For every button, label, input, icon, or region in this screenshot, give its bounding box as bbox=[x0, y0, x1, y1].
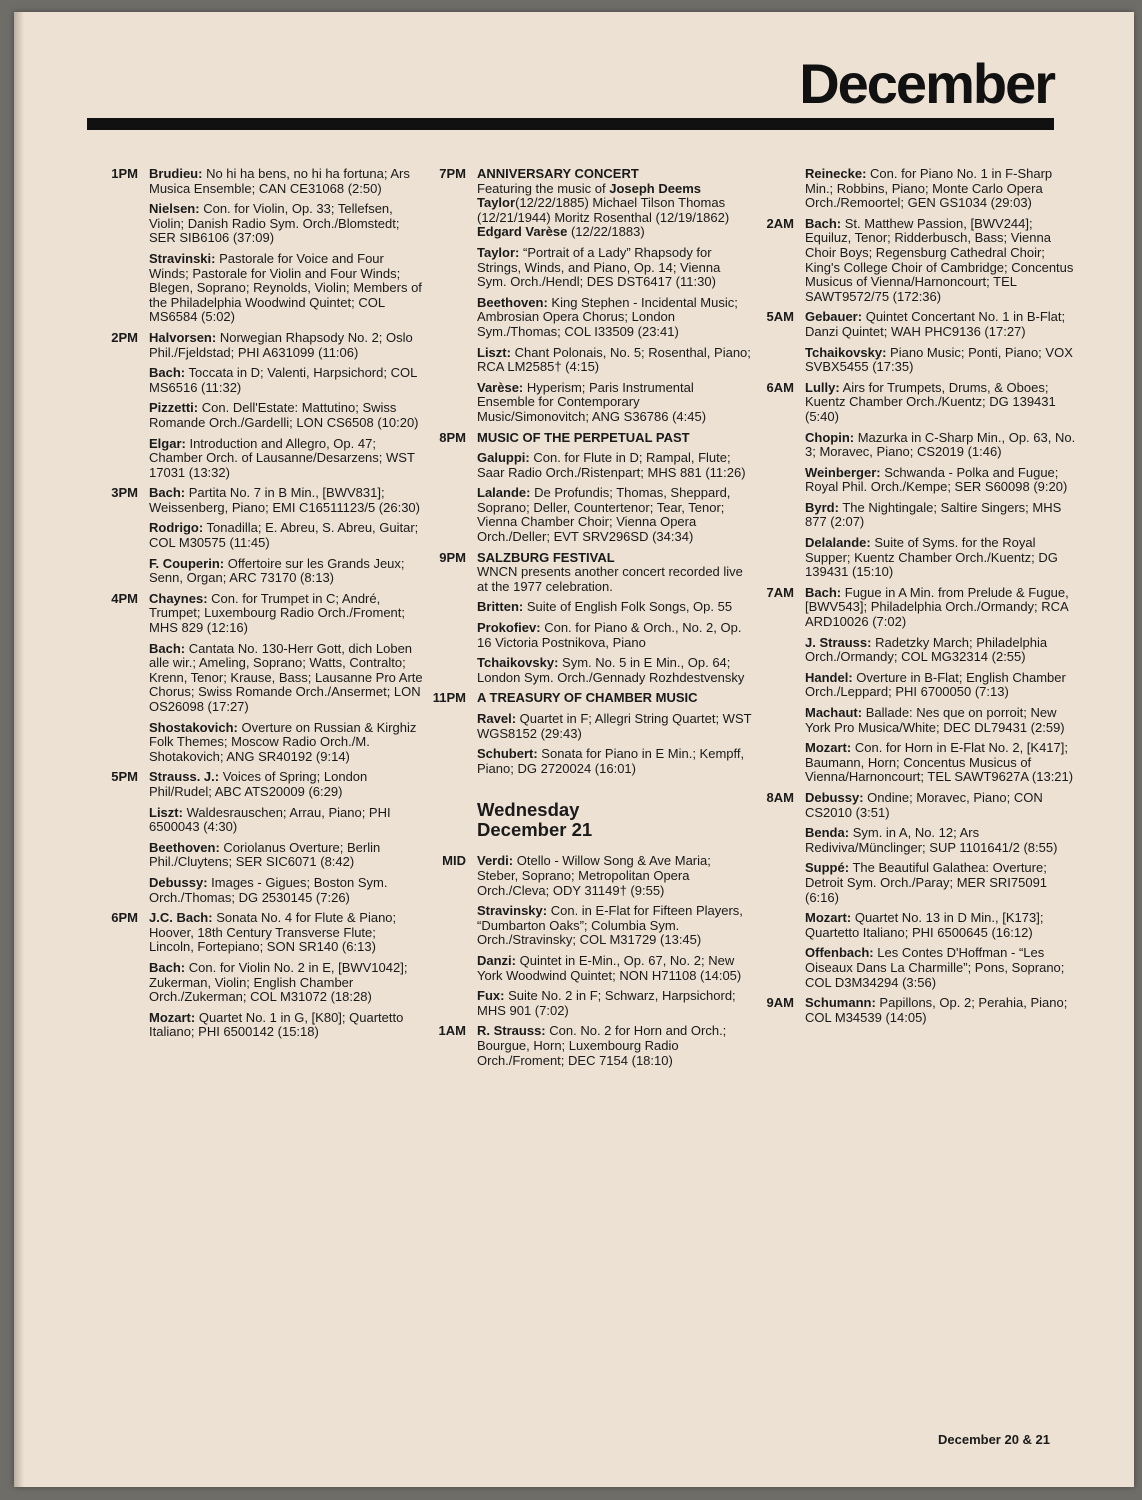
program-entry bbox=[149, 202, 424, 246]
program-details: Mazurka in C-Sharp Min., Op. 63, No. 3; Moravec, Piano; CS2019 (1:46) bbox=[805, 429, 1076, 460]
composer-name: Liszt: bbox=[477, 344, 511, 360]
time-slot-entries bbox=[477, 1024, 752, 1074]
time-label: 11PM bbox=[432, 690, 466, 706]
time-slot-entries bbox=[805, 381, 1080, 586]
composer-name: Chopin: bbox=[805, 429, 855, 445]
program-entry bbox=[477, 854, 752, 898]
time-slot bbox=[94, 486, 424, 592]
program-entry bbox=[805, 466, 1080, 495]
program-details: Quartet No. 1 in G, [K80]; Quartetto Italiano; PHI 6500142 (15:18) bbox=[149, 1009, 404, 1040]
time-slot bbox=[94, 911, 424, 1046]
composer-name: Benda: bbox=[805, 825, 850, 841]
program-details: Toccata in D; Valenti, Harpsichord; COL MS6516 (11:32) bbox=[149, 365, 417, 395]
program-details: Papillons, Op. 2; Perahia, Piano; COL M34539 (14:05) bbox=[805, 995, 1068, 1025]
program-details: Quartet No. 13 in D Min., [K173]; Quartetto Italiano; PHI 6500645 (16:12) bbox=[805, 910, 1044, 940]
program-heading: A TREASURY OF CHAMBER MUSIC bbox=[477, 690, 698, 706]
program-details: Introduction and Allegro, Op. 47; Chamber Orch. of Lausanne/Desarzens; WST 17031 (13:32) bbox=[149, 435, 415, 480]
program-entry bbox=[805, 636, 1080, 665]
time-slot bbox=[750, 310, 1080, 380]
program-details: Con. for Violin, Op. 33; Tellefsen, Violin; Danish Radio Sym. Orch./Blomstedt; SER SIB6106 (37:09) bbox=[149, 201, 400, 246]
composer-name: Taylor: bbox=[477, 244, 520, 260]
time-label: 5PM bbox=[111, 769, 138, 785]
binding-gutter bbox=[14, 12, 24, 1487]
time-slot bbox=[750, 996, 1080, 1031]
program-details: Suite No. 2 in F; Schwarz, Harpsichord; MHS 901 (7:02) bbox=[477, 988, 736, 1018]
day-heading-line: Wednesday bbox=[477, 799, 580, 821]
composer-name: Reinecke: bbox=[805, 166, 867, 181]
program-details: Pastorale for Voice and Four Winds; Pastorale for Violin and Four Winds; Blegen, Soprano; Reynolds, Violin; Members of the Philadelphia Woodwind Quintet; COL MS6584 (5:02) bbox=[149, 250, 422, 325]
program-entry bbox=[477, 167, 752, 240]
time-slot bbox=[422, 854, 752, 1024]
composer-name: Pizzetti: bbox=[149, 400, 199, 416]
program-details: Con. for Trumpet in C; André, Trumpet; Luxembourg Radio Orch./Froment; MHS 829 (12:16) bbox=[149, 590, 406, 636]
page-title: December bbox=[799, 52, 1054, 115]
program-details: Waldesrauschen; Arrau, Piano; PHI 6500043 (4:30) bbox=[149, 804, 391, 835]
time-slot-entries bbox=[805, 996, 1080, 1031]
program-details: Overture on Russian & Kirghiz Folk Themes; Moscow Radio Orch./M. Shotakovich; ANG SR40192 (9:14) bbox=[149, 719, 417, 764]
composer-name: F. Couperin: bbox=[149, 555, 225, 571]
program-details: Con. for Piano & Orch., No. 2, Op. 16 Victoria Postnikova, Piano bbox=[477, 620, 742, 650]
time-slot bbox=[750, 167, 1080, 217]
time-slot-entries bbox=[149, 770, 424, 911]
composer-name: Shostakovich: bbox=[149, 719, 238, 735]
program-entry bbox=[477, 296, 752, 340]
program-entry bbox=[805, 586, 1080, 630]
composer-name: Galuppi: bbox=[477, 450, 530, 466]
program-entry bbox=[477, 346, 752, 375]
composer-name: Bach: bbox=[805, 584, 842, 600]
time-label: 8PM bbox=[439, 429, 466, 445]
program-entry bbox=[805, 826, 1080, 855]
program-details: Cantata No. 130-Herr Gott, dich Loben alle wir.; Ameling, Soprano; Watts, Contralto; Krenn, Tenor; Krause, Bass; Lausanne Pro Arte Chorus; Swiss Romande Orch./Ansermet; LON OS26098 (17:27) bbox=[149, 640, 423, 714]
program-details: Coriolanus Overture; Berlin Phil./Cluytens; SER SIC6071 (8:42) bbox=[149, 839, 381, 870]
time-slot bbox=[94, 592, 424, 771]
program-details: Con. for Horn in E-Flat No. 2, [K417]; Baumann, Horn; Concentus Musicus of Vienna/Harnoncourt; TEL SAWT9627A (13:21) bbox=[805, 740, 1074, 785]
page-footer: December 20 & 21 bbox=[937, 1432, 1050, 1447]
composer-name: Tchaikovsky: bbox=[477, 655, 559, 671]
program-entry bbox=[477, 246, 752, 290]
program-heading: ANNIVERSARY CONCERT bbox=[477, 166, 639, 181]
program-entry bbox=[477, 600, 752, 615]
program-details: Con. for Piano No. 1 in F-Sharp Min.; Robbins, Piano; Monte Carlo Opera Orch./Remoortel; GEN GS1034 (29:03) bbox=[805, 166, 1053, 211]
program-entry bbox=[149, 521, 424, 550]
composer-name: Chaynes: bbox=[149, 590, 208, 606]
time-slot-entries bbox=[477, 854, 752, 1024]
composer-name: Handel: bbox=[805, 669, 853, 685]
composer-name: Offenbach: bbox=[805, 945, 874, 961]
time-slot bbox=[750, 217, 1080, 311]
program-entry bbox=[149, 876, 424, 905]
program-text: Featuring the music of bbox=[477, 180, 610, 196]
program-details: The Beautiful Galathea: Overture; Detroit Sym. Orch./Paray; MER SRI75091 (6:16) bbox=[805, 860, 1048, 905]
program-entry bbox=[477, 1024, 752, 1068]
composer-name: Beethoven: bbox=[149, 839, 220, 855]
composer-name: Lully: bbox=[805, 379, 840, 395]
program-entry bbox=[805, 911, 1080, 940]
composer-name: Stravinski: bbox=[149, 250, 216, 266]
program-entry bbox=[805, 791, 1080, 820]
program-entry bbox=[149, 557, 424, 586]
program-entry bbox=[149, 252, 424, 325]
composer-name: Debussy: bbox=[805, 789, 864, 805]
program-details: Sym. No. 5 in E Min., Op. 64; London Sym. Orch./Gennady Rozhdestvensky bbox=[477, 655, 745, 685]
time-slot bbox=[750, 791, 1080, 996]
program-details: Suite of English Folk Songs, Op. 55 bbox=[526, 599, 733, 615]
composer-name: Machaut: bbox=[805, 705, 863, 720]
composer-name: Bach: bbox=[149, 959, 186, 975]
program-entry bbox=[149, 401, 424, 430]
program-entry bbox=[149, 331, 424, 360]
time-label: 3PM bbox=[111, 485, 138, 501]
time-label: 7PM bbox=[439, 166, 466, 181]
time-slot bbox=[94, 331, 424, 486]
program-heading: SALZBURG FESTIVAL bbox=[477, 549, 615, 565]
program-details: Ballade: Nes que on porroit; New York Pro Musica/White; DEC DL79431 (2:59) bbox=[805, 705, 1065, 735]
program-entry bbox=[149, 806, 424, 835]
composer-name: Britten: bbox=[477, 599, 524, 615]
composer-name: Schumann: bbox=[805, 995, 876, 1011]
composer-name: J.C. Bach: bbox=[149, 910, 213, 926]
program-entry bbox=[149, 721, 424, 765]
time-label: 2AM bbox=[766, 215, 794, 231]
composer-name: Mozart: bbox=[805, 910, 852, 926]
program-entry bbox=[149, 770, 424, 799]
program-details: Quintet in E-Min., Op. 67, No. 2; New York Woodwind Quintet; NON H71108 (14:05) bbox=[477, 952, 742, 983]
time-slot bbox=[422, 1024, 752, 1074]
program-entry bbox=[149, 167, 424, 196]
time-label: 1PM bbox=[111, 166, 138, 181]
time-slot bbox=[422, 431, 752, 551]
composer-name: Strauss. J.: bbox=[149, 769, 220, 785]
program-entry bbox=[477, 904, 752, 948]
program-details: Con. in E-Flat for Fifteen Players, “Dumbarton Oaks”; Columbia Sym. Orch./Stravinsky; COL M31729 (13:45) bbox=[477, 903, 743, 948]
time-slot-entries bbox=[805, 791, 1080, 996]
program-details: Images - Gigues; Boston Sym. Orch./Thomas; DG 2530145 (7:26) bbox=[149, 874, 388, 905]
time-label: 9PM bbox=[439, 549, 466, 565]
program-entry bbox=[805, 861, 1080, 905]
composer-name: Gebauer: bbox=[805, 309, 863, 325]
composer-name: Elgar: bbox=[149, 435, 186, 451]
program-details: Schwanda - Polka and Fugue; Royal Phil. Orch./Kempe; SER S60098 (9:20) bbox=[805, 464, 1068, 495]
program-entry bbox=[805, 501, 1080, 530]
program-details: Airs for Trumpets, Drums, & Oboes; Kuentz Chamber Orch./Kuentz; DG 139431 (5:40) bbox=[805, 379, 1056, 424]
time-label: 8AM bbox=[766, 789, 794, 805]
time-label: 2PM bbox=[111, 329, 138, 345]
program-details: St. Matthew Passion, [BWV244]; Equiluz, Tenor; Ridderbusch, Bass; Vienna Choir Boys; Regensburg Cathedral Choir; King's College Choir of Cambridge; Concentus Musicus of Vienna/Harnoncourt; TEL SAWT9572/75 (172:36) bbox=[805, 215, 1074, 304]
composer-name: Prokofiev: bbox=[477, 620, 541, 636]
time-label: 7AM bbox=[766, 584, 794, 600]
program-details: Piano Music; Ponti, Piano; VOX SVBX5455 (17:35) bbox=[805, 344, 1073, 375]
program-details: Con. for Violin No. 2 in E, [BWV1042]; Zukerman, Violin; English Chamber Orch./Zukerman; COL M31072 (18:28) bbox=[149, 959, 408, 1005]
program-entry bbox=[477, 551, 752, 595]
composer-name: Liszt: bbox=[149, 804, 183, 820]
time-label: 9AM bbox=[766, 995, 794, 1011]
composer-name: Ravel: bbox=[477, 711, 517, 726]
composer-name: Nielsen: bbox=[149, 201, 200, 217]
composer-name: Brudieu: bbox=[149, 166, 203, 181]
composer-name: Beethoven: bbox=[477, 294, 548, 310]
composer-name: Schubert: bbox=[477, 746, 538, 762]
time-label: 4PM bbox=[111, 590, 138, 606]
time-slot-entries bbox=[805, 310, 1080, 380]
program-entry bbox=[477, 989, 752, 1018]
program-details: Sonata for Piano in E Min.; Kempff, Piano; DG 2720024 (16:01) bbox=[477, 746, 745, 776]
time-slot-entries bbox=[477, 551, 752, 692]
time-slot bbox=[750, 381, 1080, 586]
program-entry bbox=[805, 536, 1080, 580]
program-entry bbox=[805, 381, 1080, 425]
program-details: King Stephen - Incidental Music; Ambrosian Opera Chorus; London Sym./Thomas; COL I33509 (23:41) bbox=[477, 294, 738, 339]
composer-name: Bach: bbox=[149, 365, 186, 381]
program-entry bbox=[477, 656, 752, 685]
program-details: “Portrait of a Lady” Rhapsody for Strings, Winds, and Piano, Op. 14; Vienna Sym. Orch./Hendl; DES DST6417 (11:30) bbox=[477, 244, 721, 290]
program-entry bbox=[477, 621, 752, 650]
program-entry bbox=[477, 954, 752, 983]
composer-name: Bach: bbox=[149, 485, 186, 501]
program-entry bbox=[805, 167, 1080, 211]
program-details: Radetzky March; Philadelphia Orch./Ormandy; COL MG32314 (2:55) bbox=[805, 634, 1048, 665]
program-details: Suite of Syms. for the Royal Supper; Kuentz Chamber Orch./Kuentz; DG 139431 (15:10) bbox=[805, 535, 1058, 580]
program-details: Sonata No. 4 for Flute & Piano; Hoover, 18th Century Transverse Flute; Lincoln, Fortepiano; SON SR140 (6:13) bbox=[149, 910, 397, 955]
composer-name: Rodrigo: bbox=[149, 520, 204, 536]
time-label: MID bbox=[442, 853, 466, 869]
magazine-page bbox=[14, 12, 1134, 1487]
time-slot bbox=[94, 167, 424, 331]
composer-name: Stravinsky: bbox=[477, 903, 548, 919]
program-details: Con. Dell'Estate: Mattutino; Swiss Romande Orch./Gardelli; LON CS6508 (10:20) bbox=[149, 400, 419, 430]
composer-name: Verdi: bbox=[477, 853, 514, 869]
program-details: No hi ha bens, no hi ha fortuna; Ars Musica Ensemble; CAN CE31068 (2:50) bbox=[149, 166, 410, 196]
time-slot-entries bbox=[477, 431, 752, 551]
program-text: (12/22/1885) Michael Tilson Thomas (12/21/1944) Moritz Rosenthal (12/19/1862) bbox=[477, 195, 730, 225]
time-label: 6PM bbox=[111, 910, 138, 926]
composer-name: Weinberger: bbox=[805, 464, 881, 480]
program-entry bbox=[805, 217, 1080, 305]
time-slot-entries bbox=[149, 592, 424, 771]
schedule-column-1 bbox=[94, 167, 424, 1046]
program-entry bbox=[149, 642, 424, 715]
time-slot-entries bbox=[477, 691, 752, 782]
composer-name: Danzi: bbox=[477, 952, 516, 968]
day-heading-line: December 21 bbox=[477, 819, 593, 841]
program-entry bbox=[149, 486, 424, 515]
composer-name: Byrd: bbox=[805, 499, 839, 515]
program-entry bbox=[477, 486, 752, 544]
program-details: Quintet Concertant No. 1 in B-Flat; Danzi Quintet; WAH PHC9136 (17:27) bbox=[805, 309, 1066, 339]
program-details: Partita No. 7 in B Min., [BWV831]; Weissenberg, Piano; EMI C16511123/5 (26:30) bbox=[149, 485, 420, 515]
program-entry bbox=[149, 592, 424, 636]
program-entry bbox=[477, 712, 752, 741]
composer-name: Halvorsen: bbox=[149, 329, 217, 345]
composer-name: Bach: bbox=[149, 640, 186, 656]
program-entry bbox=[149, 366, 424, 395]
composer-name: Mozart: bbox=[805, 740, 852, 756]
header-rule bbox=[87, 118, 1054, 130]
program-entry bbox=[149, 841, 424, 870]
program-entry bbox=[477, 381, 752, 425]
program-entry bbox=[805, 741, 1080, 785]
time-slot-entries bbox=[805, 217, 1080, 311]
program-details: Con. for Flute in D; Rampal, Flute; Saar Radio Orch./Ristenpart; MHS 881 (11:26) bbox=[477, 450, 746, 480]
composer-name: Varèse: bbox=[477, 379, 524, 395]
program-details: Norwegian Rhapsody No. 2; Oslo Phil./Fjeldstad; PHI A631099 (11:06) bbox=[149, 329, 413, 360]
featured-name: Edgard Varèse bbox=[477, 224, 568, 240]
time-label: 6AM bbox=[766, 379, 794, 395]
program-entry bbox=[149, 911, 424, 955]
program-entry bbox=[477, 691, 752, 706]
program-entry bbox=[477, 431, 752, 446]
composer-name: Tchaikovsky: bbox=[805, 344, 887, 360]
time-slot-entries bbox=[805, 586, 1080, 791]
program-entry bbox=[805, 996, 1080, 1025]
program-details: Chant Polonais, No. 5; Rosenthal, Piano; RCA LM2585† (4:15) bbox=[477, 344, 751, 375]
time-slot-entries bbox=[805, 167, 1080, 217]
composer-name: Debussy: bbox=[149, 874, 208, 890]
program-details: Quartet in F; Allegri String Quartet; WST WGS8152 (29:43) bbox=[477, 711, 752, 741]
program-heading: MUSIC OF THE PERPETUAL PAST bbox=[477, 429, 690, 445]
composer-name: R. Strauss: bbox=[477, 1023, 546, 1039]
program-entry bbox=[149, 437, 424, 481]
composer-name: Suppé: bbox=[805, 860, 850, 876]
composer-name: Delalande: bbox=[805, 535, 871, 551]
program-details: Tonadilla; E. Abreu, S. Abreu, Guitar; COL M30575 (11:45) bbox=[149, 520, 419, 551]
program-details: Offertoire sur les Grands Jeux; Senn, Organ; ARC 73170 (8:13) bbox=[149, 555, 405, 586]
program-details: Sym. in A, No. 12; Ars Rediviva/Münclinger; SUP 1101641/2 (8:55) bbox=[805, 825, 1058, 855]
composer-name: Bach: bbox=[805, 215, 842, 231]
program-entry bbox=[149, 1011, 424, 1040]
program-details: De Profundis; Thomas, Sheppard, Soprano; Deller, Countertenor; Tear, Tenor; Vienna Chamber Choir; Vienna Opera Orch./Deller; EVT SRV296SD (34:34) bbox=[477, 485, 731, 545]
featured-name: Joseph Deems Taylor bbox=[477, 180, 701, 211]
program-entry bbox=[805, 946, 1080, 990]
program-entry bbox=[149, 961, 424, 1005]
program-entry bbox=[805, 706, 1080, 735]
program-details: Ondine; Moravec, Piano; CON CS2010 (3:51) bbox=[805, 789, 1043, 820]
composer-name: J. Strauss: bbox=[805, 634, 872, 650]
program-details: Voices of Spring; London Phil/Rudel; ABC ATS20009 (6:29) bbox=[149, 769, 368, 799]
program-entry bbox=[805, 431, 1080, 460]
program-details: Con. No. 2 for Horn and Orch.; Bourgue, Horn; Luxembourg Radio Orch./Froment; DEC 7154 (18:10) bbox=[477, 1023, 727, 1068]
day-heading bbox=[477, 800, 752, 840]
program-details: WNCN presents another concert recorded live at the 1977 celebration. bbox=[477, 564, 743, 594]
schedule-column-3 bbox=[750, 167, 1080, 1031]
program-entry bbox=[805, 346, 1080, 375]
time-slot bbox=[422, 167, 752, 431]
time-label: 1AM bbox=[438, 1023, 466, 1039]
time-slot-entries bbox=[149, 486, 424, 592]
program-details: Fugue in A Min. from Prelude & Fugue, [BWV543]; Philadelphia Orch./Ormandy; RCA ARD10026 (7:02) bbox=[805, 584, 1069, 630]
program-entry bbox=[477, 451, 752, 480]
time-slot-entries bbox=[477, 167, 752, 431]
program-entry bbox=[477, 747, 752, 776]
time-slot-entries bbox=[149, 167, 424, 331]
program-details: Otello - Willow Song & Ave Maria; Steber, Soprano; Metropolitan Opera Orch./Cleva; ODY 31149† (9:55) bbox=[477, 853, 711, 898]
program-details: Hyperism; Paris Instrumental Ensemble for Contemporary Music/Simonovitch; ANG S36786 (4:45) bbox=[477, 379, 707, 424]
time-slot bbox=[422, 691, 752, 782]
program-entry bbox=[805, 310, 1080, 339]
time-slot bbox=[422, 551, 752, 692]
time-slot bbox=[750, 586, 1080, 791]
schedule-column-2 bbox=[422, 167, 752, 1074]
program-details: Overture in B-Flat; English Chamber Orch./Leppard; PHI 6700050 (7:13) bbox=[805, 669, 1066, 700]
composer-name: Lalande: bbox=[477, 485, 531, 501]
time-slot-entries bbox=[149, 331, 424, 486]
time-label: 5AM bbox=[766, 309, 794, 325]
composer-name: Fux: bbox=[477, 988, 505, 1004]
composer-name: Mozart: bbox=[149, 1009, 196, 1025]
program-entry bbox=[805, 671, 1080, 700]
program-text: (12/22/1883) bbox=[567, 224, 645, 240]
time-slot bbox=[94, 770, 424, 911]
time-slot-entries bbox=[149, 911, 424, 1046]
program-details: The Nightingale; Saltire Singers; MHS 877 (2:07) bbox=[805, 499, 1062, 530]
program-details: Les Contes D'Hoffman - “Les Oiseaux Dans La Charmille”; Pons, Soprano; COL D3M34294 (3:56) bbox=[805, 945, 1065, 990]
